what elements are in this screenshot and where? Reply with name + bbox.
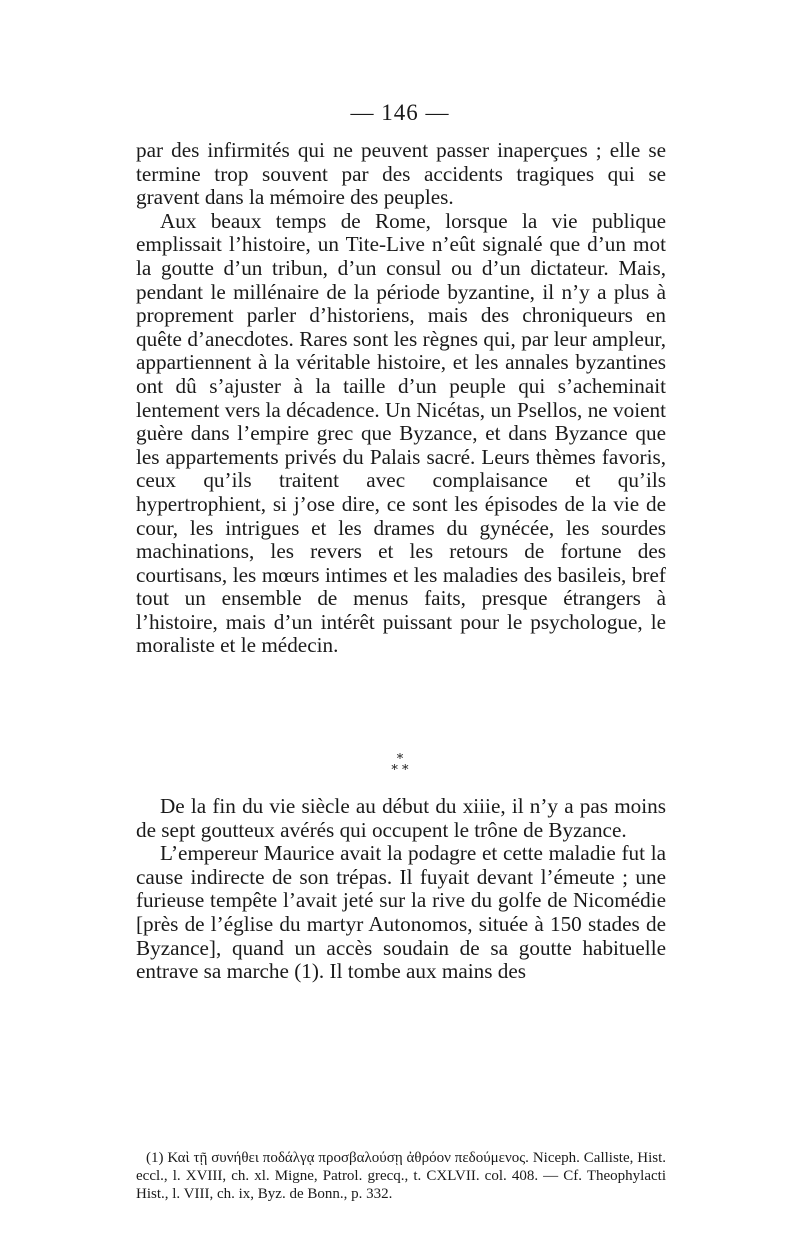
footnote-text: (1) Καὶ τῇ συνήθει ποδάλγᾳ προσβαλούσῃ ἀθρόον πεδούμενος. Niceph. Calliste, Hist. eccl., l. XVIII, ch. xl. Migne, Patrol. grecq., t. CXLVII. col. 408. — Cf. Theophylacti Hist., l. VIII, ch. ix, Byz. de Bonn., p. 332. <box>136 1150 666 1202</box>
paragraph-1: par des infirmités qui ne peuvent passer inaperçues ; elle se termine trop souvent par des accidents tragiques qui se gravent dans la mémoire des peuples. <box>136 138 666 210</box>
asterism-bottom: * * <box>391 763 409 778</box>
paragraph-4: L’empereur Maurice avait la podagre et cette maladie fut la cause indirecte de son trépas. Il fuyait devant l’émeute ; une furieuse tempête l’avait jeté sur la rive du golfe de Nicomédie [près de l’église du martyr Autonomos, située à 150 stades de Byzance], quand un accès soudain de sa goutte habituelle entrave sa marche (1). Il tombe aux mains des <box>136 841 666 984</box>
paragraph-2: Aux beaux temps de Rome, lorsque la vie publique emplissait l’histoire, un Tite-Live n’eût signalé que d’un mot la goutte d’un tribun, d’un consul ou d’un dictateur. Mais, pendant le millénaire de la période byzantine, il n’y a plus à proprement parler d’historiens, mais des chroniqueurs en quête d’anecdotes. Rares sont les règnes qui, par leur ampleur, appartiennent à la véritable histoire, et les annales byzantines ont dû s’ajuster à la taille d’un peuple qui s’acheminait lentement vers la décadence. Un Nicétas, un Psellos, ne voient guère dans l’empire grec que Byzance, et dans Byzance que les appartements privés du Palais sacré. Leurs thèmes favoris, ceux qu’ils traitent avec complaisance et qu’ils hypertrophient, si j’ose dire, ce sont les épisodes de la vie de cour, les intrigues et les drames du gynécée, les sourdes machinations, les revers et les retours de fortune des courtisans, les mœurs intimes et les maladies des basileis, bref tout un ensemble de menus faits, presque étrangers à l’histoire, mais d’un intérêt puissant pour le psychologue, le moraliste et le médecin. <box>136 208 666 658</box>
page-number: — 146 — <box>350 100 450 125</box>
footnote <box>136 1149 666 1203</box>
paragraph-3: De la fin du vie siècle au début du xiiie, il n’y a pas moins de sept goutteux avérés qui occupent le trône de Byzance. <box>136 794 666 842</box>
asterism-top: * <box>396 752 404 767</box>
body-section-1 <box>136 139 666 658</box>
asterism-separator <box>380 754 420 776</box>
body-section-2 <box>136 795 666 984</box>
